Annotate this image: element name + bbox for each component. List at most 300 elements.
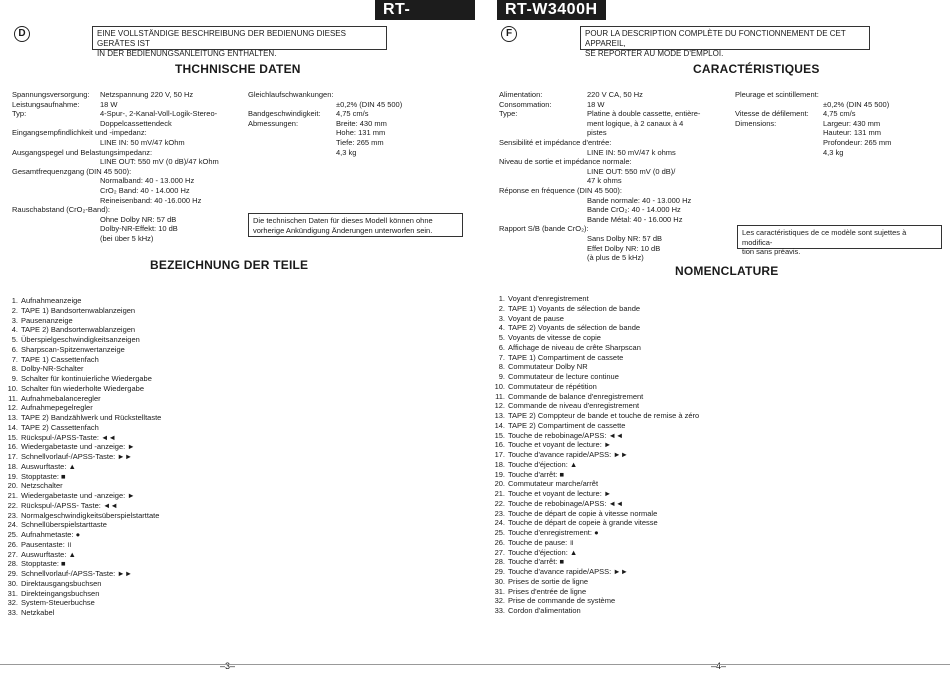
list-item-label: TAPE 2) Bandzählwerk und Rückstelltaste <box>21 413 162 422</box>
change-note-de <box>248 213 463 237</box>
list-item-number: 26. <box>494 537 505 547</box>
spec-value: 4,3 kg <box>336 147 357 157</box>
list-item <box>491 431 699 441</box>
list-item <box>4 462 161 472</box>
spec-value: pistes <box>587 128 607 138</box>
spec-row <box>248 148 402 158</box>
spec-row <box>12 119 219 129</box>
spec-row <box>499 205 700 215</box>
spec-label: Bandgeschwindigkeit: <box>248 109 321 119</box>
notice-line: POUR LA DESCRIPTION COMPLÈTE DU FONCTIONNEMENT DE CET APPAREIL, <box>585 29 846 48</box>
list-item <box>4 598 161 608</box>
list-item <box>491 353 699 363</box>
list-item-label: Direktausgangsbuchsen <box>21 578 102 588</box>
spec-row <box>12 186 219 196</box>
spec-label: Réponse en fréquence (DIN 45 500): <box>499 185 622 195</box>
list-item <box>491 440 699 450</box>
list-item-number: 9. <box>11 374 18 383</box>
specs-column-2-fr <box>735 90 891 157</box>
list-item-number: 29. <box>494 567 505 576</box>
list-item-label: Dolby-NR-Schalter <box>21 364 84 374</box>
notice-line: IN DER BEDIENUNGSANLEITUNG ENTHALTEN. <box>97 49 277 58</box>
language-marker-de: D <box>14 26 30 42</box>
notice-line: SE REPORTER AU MODE D'EMPLOI. <box>585 49 724 58</box>
spec-row <box>735 138 891 148</box>
list-item <box>4 374 161 384</box>
list-item <box>491 401 699 411</box>
spec-value: Effet Dolby NR: 10 dB <box>587 243 661 253</box>
list-item-number: 16. <box>7 442 18 452</box>
list-item-number: 3. <box>11 315 18 325</box>
spec-value: 4,75 cm/s <box>823 109 856 119</box>
spec-label <box>499 148 587 158</box>
list-item <box>4 481 161 491</box>
list-item-label: Rückspul-/APSS- Taste: ◄◄ <box>21 500 118 510</box>
spec-value: Bande CrO₂: 40 - 14.000 Hz <box>587 205 681 215</box>
list-item <box>491 606 699 616</box>
list-item-number: 15. <box>494 430 505 440</box>
list-item <box>4 530 161 540</box>
list-item-label: Commutateur de lecture continue <box>508 372 619 381</box>
spec-row <box>499 167 700 177</box>
list-item <box>491 479 699 489</box>
list-item-number: 19. <box>494 469 505 479</box>
spec-value: Profondeur: 265 mm <box>823 137 892 147</box>
list-item <box>491 382 699 392</box>
list-item-number: 20. <box>494 479 505 489</box>
list-item <box>491 518 699 528</box>
list-item <box>4 335 161 345</box>
list-item <box>4 520 161 530</box>
list-item-label: Aufnahmeanzeige <box>21 296 82 305</box>
spec-row <box>12 215 219 225</box>
spec-value: 18 W <box>100 99 118 109</box>
list-item-number: 12. <box>494 401 505 411</box>
list-item-number: 7. <box>11 354 18 364</box>
list-item <box>491 499 699 509</box>
spec-label <box>248 138 336 148</box>
list-item-label: Voyant de pause <box>508 313 564 323</box>
list-item-number: 29. <box>7 569 18 578</box>
spec-label <box>248 100 336 110</box>
specs-title-de: THCHNISCHE DATEN <box>175 62 301 76</box>
list-item-number: 31. <box>7 588 18 598</box>
list-item-label: Affichage de niveau de crête Sharpscan <box>508 342 641 352</box>
list-item-number: 33. <box>494 606 505 615</box>
spec-row <box>499 109 700 119</box>
change-note-line: vorherige Ankündigung Änderungen unterworfen sein. <box>253 225 433 235</box>
spec-value: 47 k ohms <box>587 176 622 186</box>
list-item-label: Voyants de vitesse de copie <box>508 333 601 342</box>
language-marker-fr: F <box>501 26 517 42</box>
list-item-number: 22. <box>494 498 505 508</box>
spec-label: Ausgangspegel und Belastungsimpedanz: <box>12 147 153 157</box>
list-item-number: 13. <box>494 411 505 420</box>
spec-label <box>499 215 587 225</box>
list-item-number: 1. <box>11 296 18 305</box>
parts-list-fr <box>491 294 699 616</box>
list-item <box>4 608 161 618</box>
list-item <box>4 355 161 365</box>
list-item-label: Commande de niveau d'enregistrement <box>508 401 640 411</box>
list-item-label: Schnellvorlauf-/APSS-Taste: ►► <box>21 569 133 578</box>
spec-label: Leistungsaufnahme: <box>12 99 80 109</box>
list-item-label: Touche de départ de copeie à grande vitesse <box>508 518 658 528</box>
spec-label: Sensibilité et impédance d'entrée: <box>499 137 612 147</box>
spec-label <box>499 205 587 215</box>
spec-label: Vitesse de défilement: <box>735 109 809 119</box>
list-item <box>4 413 161 423</box>
specs-column-1-de <box>12 90 219 244</box>
list-item-label: Pausenanzeige <box>21 315 73 325</box>
list-item-number: 21. <box>7 491 18 500</box>
spec-value: 4,3 kg <box>823 147 844 157</box>
model-tab-left: RT-W3400H <box>375 0 475 20</box>
list-item-number: 17. <box>7 452 18 461</box>
spec-row <box>12 224 219 234</box>
spec-row <box>735 119 891 129</box>
list-item-number: 5. <box>498 333 505 342</box>
list-item <box>491 411 699 421</box>
spec-label <box>735 100 823 110</box>
change-note-fr <box>737 225 942 256</box>
list-item-number: 32. <box>7 598 18 608</box>
spec-label <box>248 128 336 138</box>
specs-column-1-fr <box>499 90 700 263</box>
spec-row <box>499 90 700 100</box>
list-item-number: 31. <box>494 586 505 596</box>
list-item-number: 30. <box>7 578 18 588</box>
list-item-label: Stopptaste: ■ <box>21 471 66 481</box>
list-item-number: 15. <box>7 432 18 442</box>
spec-row <box>248 128 402 138</box>
spec-value: ±0,2% (DIN 45 500) <box>336 99 403 109</box>
list-item-label: Aufnahmepegelregler <box>21 403 93 413</box>
spec-label <box>499 244 587 254</box>
list-item-label: Commutateur Dolby NR <box>508 362 588 372</box>
list-item <box>4 394 161 404</box>
list-item <box>4 589 161 599</box>
spec-label <box>12 138 100 148</box>
list-item-number: 23. <box>494 508 505 518</box>
spec-row <box>735 109 891 119</box>
list-item-label: Auswurftaste: ▲ <box>21 461 76 471</box>
spec-value: LINE IN: 50 mV/47 k ohms <box>587 147 676 157</box>
list-item-label: Touche d'enregistrement: ● <box>508 528 599 537</box>
spec-label <box>499 234 587 244</box>
spec-label: Pleurage et scintillement: <box>735 90 819 99</box>
spec-row <box>499 234 700 244</box>
list-item <box>4 472 161 482</box>
spec-row <box>499 128 700 138</box>
list-item <box>491 538 699 548</box>
spec-row <box>12 90 219 100</box>
list-item <box>491 470 699 480</box>
spec-label <box>12 234 100 244</box>
spec-value: Platine à double cassette, entière- <box>587 109 701 119</box>
list-item-number: 10. <box>7 383 18 393</box>
spec-value: ±0,2% (DIN 45 500) <box>823 99 890 109</box>
spec-value: Tiefe: 265 mm <box>336 137 384 147</box>
spec-label: Gesamtfrequenzgang (DIN 45 500): <box>12 166 132 176</box>
list-item <box>491 392 699 402</box>
list-item-label: Wiedergabetaste und -anzeige: ► <box>21 491 135 500</box>
list-item-number: 23. <box>7 510 18 520</box>
list-item <box>491 421 699 431</box>
spec-row <box>499 224 700 234</box>
list-item-label: TAPE 2) Voyants de sélection de bande <box>508 323 641 333</box>
list-item-number: 21. <box>494 489 505 498</box>
list-item-label: Normalgeschwindigkeitsüberspielstarttate <box>21 510 160 520</box>
list-item-number: 6. <box>498 342 505 352</box>
spec-value: Ohne Dolby NR: 57 dB <box>100 214 177 224</box>
page-right-french <box>475 0 950 685</box>
list-item <box>4 559 161 569</box>
list-item-label: Sharpscan-Spitzenwertanzeige <box>21 344 125 354</box>
list-item-number: 11. <box>8 393 18 403</box>
spec-row <box>12 234 219 244</box>
spec-value: Sans Dolby NR: 57 dB <box>587 233 663 243</box>
list-item <box>4 550 161 560</box>
spec-value: 18 W <box>587 99 605 109</box>
list-item-number: 25. <box>7 530 18 539</box>
list-item <box>491 577 699 587</box>
spec-value: Doppelcassettendeck <box>100 118 172 128</box>
spec-row <box>499 186 700 196</box>
spec-row <box>248 138 402 148</box>
list-item <box>4 364 161 374</box>
spec-row <box>735 100 891 110</box>
spec-value: 4-Spur-, 2-Kanal-Voll-Logik-Stereo- <box>100 109 218 119</box>
list-item-label: TAPE 2) Comppteur de bande et touche de remise à zéro <box>508 411 700 420</box>
list-item-number: 14. <box>494 420 505 430</box>
spec-row <box>12 100 219 110</box>
list-item-number: 28. <box>494 557 505 567</box>
list-item-label: TAPE 1) Cassettenfach <box>21 354 99 364</box>
spec-value: 4,75 cm/s <box>336 109 369 119</box>
spec-value: Netzspannung 220 V, 50 Hz <box>100 90 194 99</box>
list-item <box>491 333 699 343</box>
spec-row <box>499 138 700 148</box>
list-item-label: Rückspul-/APSS-Taste: ◄◄ <box>21 432 116 442</box>
list-item-number: 28. <box>7 559 18 569</box>
list-item <box>491 372 699 382</box>
spec-value: Normalband: 40 - 13.000 Hz <box>100 176 195 186</box>
notice-box-de <box>92 26 387 58</box>
spec-label <box>12 176 100 186</box>
spec-label <box>12 119 100 129</box>
list-item-number: 25. <box>494 528 505 537</box>
list-item <box>491 362 699 372</box>
list-item <box>4 306 161 316</box>
spec-row <box>12 205 219 215</box>
list-item-label: Auswurftaste: ▲ <box>21 549 76 559</box>
list-item-number: 10. <box>494 381 505 391</box>
spec-label <box>499 167 587 177</box>
list-item <box>4 569 161 579</box>
spec-row <box>248 109 402 119</box>
spec-row <box>12 128 219 138</box>
page-number-right: –4– <box>711 661 727 671</box>
list-item <box>4 325 161 335</box>
list-item <box>491 548 699 558</box>
parts-list-de <box>4 296 161 618</box>
spec-label: Eingangsempfindlichkeit und -impedanz: <box>12 128 147 138</box>
list-item-number: 27. <box>7 549 18 559</box>
parts-title-de: BEZEICHNUNG DER TEILE <box>150 258 309 272</box>
spec-label <box>248 148 336 158</box>
list-item-label: Prise de commande de système <box>508 596 616 606</box>
list-item-label: Commande de balance d'enregistrement <box>508 391 644 401</box>
list-item-number: 19. <box>7 471 18 481</box>
list-item-number: 17. <box>494 450 505 459</box>
list-item <box>491 314 699 324</box>
list-item-label: Touche de rebobinage/APSS: ◄◄ <box>508 498 624 508</box>
list-item-number: 7. <box>498 352 505 362</box>
list-item-number: 8. <box>498 362 505 372</box>
list-item <box>491 528 699 538</box>
list-item-label: TAPE 1) Bandsortenwablanzeigen <box>21 305 136 315</box>
spec-value: Bande Métal: 40 - 16.000 Hz <box>587 214 683 224</box>
spec-row <box>499 253 700 263</box>
list-item-label: System-Steuerbuchse <box>21 598 95 608</box>
spec-value: CrO₂ Band: 40 - 14.000 Hz <box>100 185 190 195</box>
model-tab-right: RT-W3400H <box>497 0 606 20</box>
list-item-label: Schalter fün wiederholte Wiedergabe <box>21 383 144 393</box>
change-note-line: Les caractéristiques de ce modèle sont sujettes à modifica- <box>742 228 907 247</box>
list-item-label: Überspielgeschwindigkeitsanzeigen <box>21 335 140 344</box>
list-item-label: Touche d'arrêt: ■ <box>508 469 564 479</box>
specs-title-fr: CARACTÉRISTIQUES <box>693 62 820 76</box>
list-item-number: 18. <box>7 461 18 471</box>
list-item-number: 22. <box>7 500 18 510</box>
list-item <box>4 316 161 326</box>
spec-label: Consommation: <box>499 99 552 109</box>
list-item-label: Wiedergabetaste und -anzeige: ► <box>21 442 135 452</box>
list-item <box>491 567 699 577</box>
list-item-label: TAPE 1) Voyants de sélection de bande <box>508 303 641 313</box>
list-item-label: Touche de pause: ॥ <box>508 537 574 547</box>
spec-row <box>248 100 402 110</box>
list-item-number: 1. <box>498 294 505 303</box>
list-item-number: 30. <box>494 576 505 586</box>
list-item-label: Netzkabel <box>21 608 55 617</box>
list-item-label: Netzschalter <box>21 481 63 491</box>
spec-row <box>12 176 219 186</box>
list-item <box>491 450 699 460</box>
list-item <box>4 452 161 462</box>
spec-row <box>499 119 700 129</box>
spec-row <box>12 109 219 119</box>
list-item-label: Cordon d'alimentation <box>508 606 581 615</box>
list-item-label: Commutateur de répétition <box>508 381 597 391</box>
list-item-number: 24. <box>7 520 18 530</box>
list-item <box>4 296 161 306</box>
spec-label <box>499 128 587 138</box>
list-item-number: 2. <box>498 303 505 313</box>
list-item-number: 32. <box>494 596 505 606</box>
spec-row <box>12 167 219 177</box>
change-note-line: tion sans préavis. <box>742 247 801 256</box>
spec-row <box>12 138 219 148</box>
list-item-label: TAPE 1) Compartiment de cassete <box>508 352 624 362</box>
spec-label <box>735 128 823 138</box>
spec-row <box>248 90 402 100</box>
list-item <box>4 403 161 413</box>
spec-label <box>735 148 823 158</box>
list-item-label: Schalter für kontinuierliche Wiedergabe <box>21 374 152 383</box>
list-item-label: Prises de sortie de ligne <box>508 576 589 586</box>
spec-value: Reineisenband: 40 -16.000 Hz <box>100 195 202 205</box>
spec-label <box>499 176 587 186</box>
list-item-number: 4. <box>11 325 18 335</box>
list-item <box>491 489 699 499</box>
list-item-number: 2. <box>11 305 18 315</box>
list-item-number: 12. <box>7 403 18 413</box>
list-item <box>491 460 699 470</box>
spec-label: Dimensions: <box>735 118 777 128</box>
spec-label: Niveau de sortie et impédance normale: <box>499 157 632 167</box>
list-item-number: 11. <box>495 391 505 401</box>
notice-box-fr <box>580 26 870 58</box>
spec-row <box>12 157 219 167</box>
spec-label <box>12 157 100 167</box>
spec-value: Breite: 430 mm <box>336 118 387 128</box>
list-item <box>4 491 161 501</box>
list-item-number: 8. <box>11 364 18 374</box>
list-item-label: Touche d'éjection: ▲ <box>508 547 578 557</box>
spec-label: Type: <box>499 109 518 119</box>
spec-row <box>499 196 700 206</box>
spec-label: Typ: <box>12 109 27 119</box>
spec-row <box>735 90 891 100</box>
list-item-number: 26. <box>7 539 18 549</box>
list-item-label: Schnellüberspielstarttaste <box>21 520 107 530</box>
spec-label: Abmessungen: <box>248 118 299 128</box>
spec-label: Gleichlaufschwankungen: <box>248 90 334 99</box>
list-item <box>4 433 161 443</box>
list-item-label: TAPE 2) Bandsortenwablanzeigen <box>21 325 136 335</box>
list-item-label: Schnellvorlauf-/APSS-Taste: ►► <box>21 452 133 461</box>
page-bottom-rule <box>0 664 950 665</box>
list-item-label: Stopptaste: ■ <box>21 559 66 569</box>
spec-row <box>248 119 402 129</box>
list-item-label: Direkteingangsbuchsen <box>21 588 100 598</box>
list-item-number: 6. <box>11 344 18 354</box>
spec-label <box>499 253 587 263</box>
spec-row <box>499 176 700 186</box>
list-item <box>4 501 161 511</box>
list-item-label: Commutateur marche/arrêt <box>508 479 599 489</box>
list-item <box>491 304 699 314</box>
list-item-label: Touche de départ de copie à vitesse normale <box>508 508 658 518</box>
spec-label <box>735 138 823 148</box>
spec-value: LINE OUT: 550 mV (0 dB)/47 kOhm <box>100 157 219 167</box>
list-item-number: 18. <box>494 459 505 469</box>
list-item-number: 4. <box>498 323 505 333</box>
list-item-label: Pausentaste: ॥ <box>21 539 72 549</box>
list-item-label: Touche de rebobinage/APSS: ◄◄ <box>508 430 624 440</box>
list-item-label: TAPE 2) Compartiment de cassette <box>508 420 626 430</box>
spec-value: (bei über 5 kHz) <box>100 233 154 243</box>
spec-value: Largeur: 430 mm <box>823 118 881 128</box>
spec-label <box>12 215 100 225</box>
spec-row <box>499 215 700 225</box>
spec-value: ment logique, à 2 canaux à 4 <box>587 118 684 128</box>
list-item-label: Voyant d'enregistrement <box>508 294 589 303</box>
list-item <box>491 343 699 353</box>
list-item-number: 20. <box>7 481 18 491</box>
